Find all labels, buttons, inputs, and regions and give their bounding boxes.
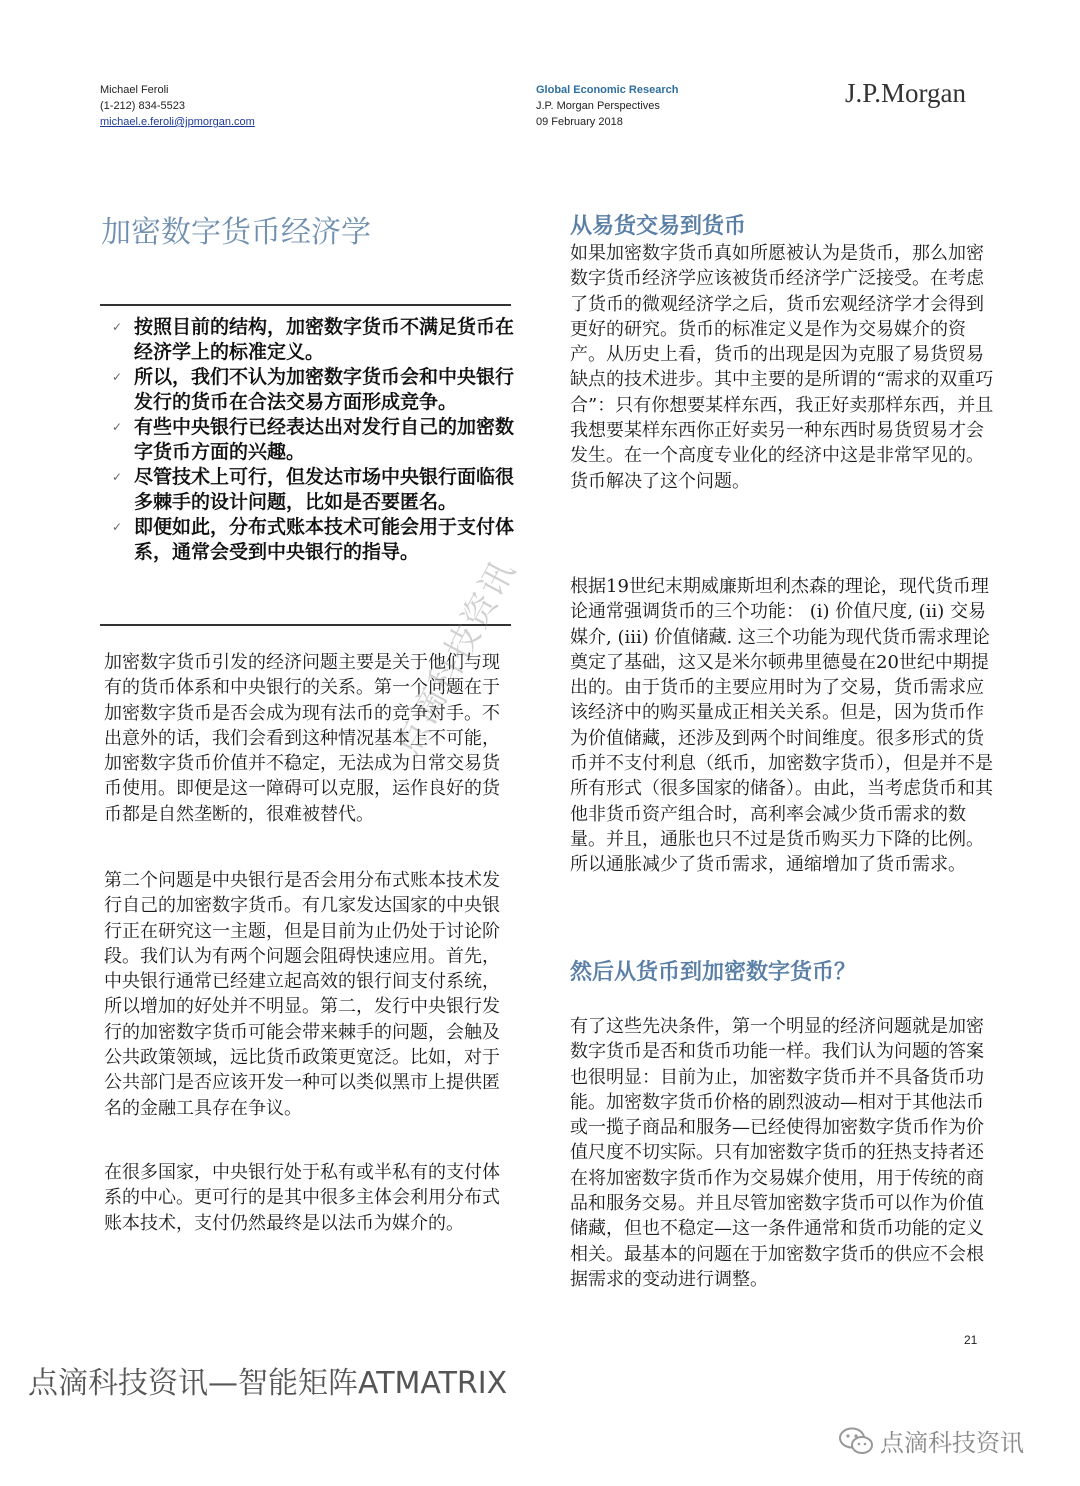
check-icon: ✓: [112, 320, 123, 334]
wechat-icon: [838, 1426, 874, 1456]
page-number: 21: [964, 1333, 978, 1347]
section-heading: 然后从货币到加密数字货币？: [570, 959, 857, 985]
body-paragraph: 在很多国家，中央银行处于私有或半私有的支付体系的中心。更可行的是其中很多主体会利用分布式账本技术，支付仍然最终是以法币为媒介的。: [104, 1162, 500, 1234]
diagonal-watermark: 点滴科技资讯: [387, 553, 524, 763]
publication-date: 09 February 2018: [536, 116, 623, 128]
series-name: Global Economic Research: [536, 84, 679, 96]
footer-watermark: 点滴科技资讯—智能矩阵ATMATRIX: [28, 1366, 508, 1401]
key-point: ✓ 有些中央银行已经表达出对发行自己的加密数字货币方面的兴趣。: [112, 416, 515, 463]
author-block: [100, 82, 255, 130]
series-block: [536, 82, 678, 130]
key-points-list: [110, 315, 530, 565]
check-icon: ✓: [112, 520, 123, 534]
section-heading: 从易货交易到货币: [570, 213, 747, 239]
wechat-account-name: 点滴科技资讯: [880, 1429, 1024, 1457]
check-icon: ✓: [112, 470, 123, 484]
key-point: ✓ 按照目前的结构，加密数字货币不满足货币在经济学上的标准定义。: [112, 316, 515, 363]
author-email-link[interactable]: michael.e.feroli@jpmorgan.com: [100, 116, 255, 128]
jpmorgan-logo: J.P.Morgan: [845, 78, 967, 108]
body-paragraph: 加密数字货币引发的经济问题主要是关于他们与现有的货币体系和中央银行的关系。第一个问题在于加密数字货币是否会成为现有法币的竞争对手。不出意外的话，我们会看到这种情况基本上不可能，加密数字货币价值并不稳定，无法成为日常交易货币使用。即便是这一障碍可以克服，运作良好的货币都是自然垄断的，很难被替代。: [104, 652, 500, 825]
body-paragraph: 如果加密数字货币真如所愿被认为是货币，那么加密数字货币经济学应该被货币经济学广泛接受。在考虑了货币的微观经济学之后，货币宏观经济学才会得到更好的研究。货币的标准定义是作为交易媒介的资产。从历史上看，货币的出现是因为克服了易货贸易缺点的技术进步。其中主要的是所谓的“需求的双重巧合”：只有你想要某样东西，我正好卖那样东西，并且我想要某样东西你正好卖另一种东西时易货贸易才会发生。在一个高度专业化的经济中这是非常罕见的。货币解决了这个问题。: [570, 243, 994, 492]
wechat-watermark: [838, 1423, 1024, 1458]
body-paragraph: 有了这些先决条件，第一个明显的经济问题就是加密数字货币是否和货币功能一样。我们认为问题的答案也很明显：目前为止，加密数字货币并不具备货币功能。加密数字货币价格的剧烈波动—相对于其他法币或一揽子商品和服务—已经使得加密数字货币作为价值尺度不切实际。只有加密数字货币的狂热支持者还在将加密数字货币作为交易媒介使用，用于传统的商品和服务交易。并且尽管加密数字货币可以作为价值储藏，但也不稳定—这一条件通常和货币功能的定义相关。最基本的问题在于加密数字货币的供应不会根据需求的变动进行调整。: [570, 1016, 984, 1290]
author-phone: (1-212) 834-5523: [100, 100, 186, 112]
check-icon: ✓: [112, 370, 123, 384]
author-name: Michael Feroli: [100, 84, 169, 96]
body-paragraph: 第二个问题是中央银行是否会用分布式账本技术发行自己的加密数字货币。有几家发达国家的中央银行正在研究这一主题，但是目前为止仍处于讨论阶段。我们认为有两个问题会阻碍快速应用。首先，中央银行通常已经建立起高效的银行间支付系统，所以增加的好处并不明显。第二，发行中央银行发行的加密数字货币可能会带来棘手的问题，会触及公共政策领域，远比货币政策更宽泛。比如，对于公共部门是否应该开发一种可以类似黑市上提供匿名的金融工具存在争议。: [104, 870, 500, 1119]
check-icon: ✓: [112, 420, 123, 434]
body-paragraph: 根据19世纪末期威廉斯坦利杰森的理论，现代货币理论通常强调货币的三个功能： (i) 价值尺度, (ii) 交易媒介, (iii) 价值储藏. 这三个功能为现代货币需求理论奠定了基础，这又是米尔顿弗里德曼在20世纪中期提出的。由于货币的主要应用时为了交易，货币需求应该经济中的购买量成正相关关系。但是，因为货币作为价值储藏，还涉及到两个时间维度。很多形式的货币并不支付利息（纸币，加密数字货币），但是并不是所有形式（很多国家的储备）。由此，当考虑货币和其他非货币资产组合时，高利率会减少货币需求的数量。并且，通胀也只不过是货币购买力下降的比例。所以通胀减少了货币需求，通缩增加了货币需求。: [570, 576, 993, 876]
keypoints-top-rule: [100, 304, 511, 306]
key-point: ✓ 即便如此，分布式账本技术可能会用于支付体系，通常会受到中央银行的指导。: [112, 516, 515, 563]
publication-name: J.P. Morgan Perspectives: [536, 100, 660, 112]
key-point: ✓ 尽管技术上可行，但发达市场中央银行面临很多棘手的设计问题，比如是否要匿名。: [112, 466, 515, 513]
page-title: 加密数字货币经济学: [101, 215, 371, 250]
key-point: ✓ 所以，我们不认为加密数字货币会和中央银行发行的货币在合法交易方面形成竞争。: [112, 366, 515, 413]
